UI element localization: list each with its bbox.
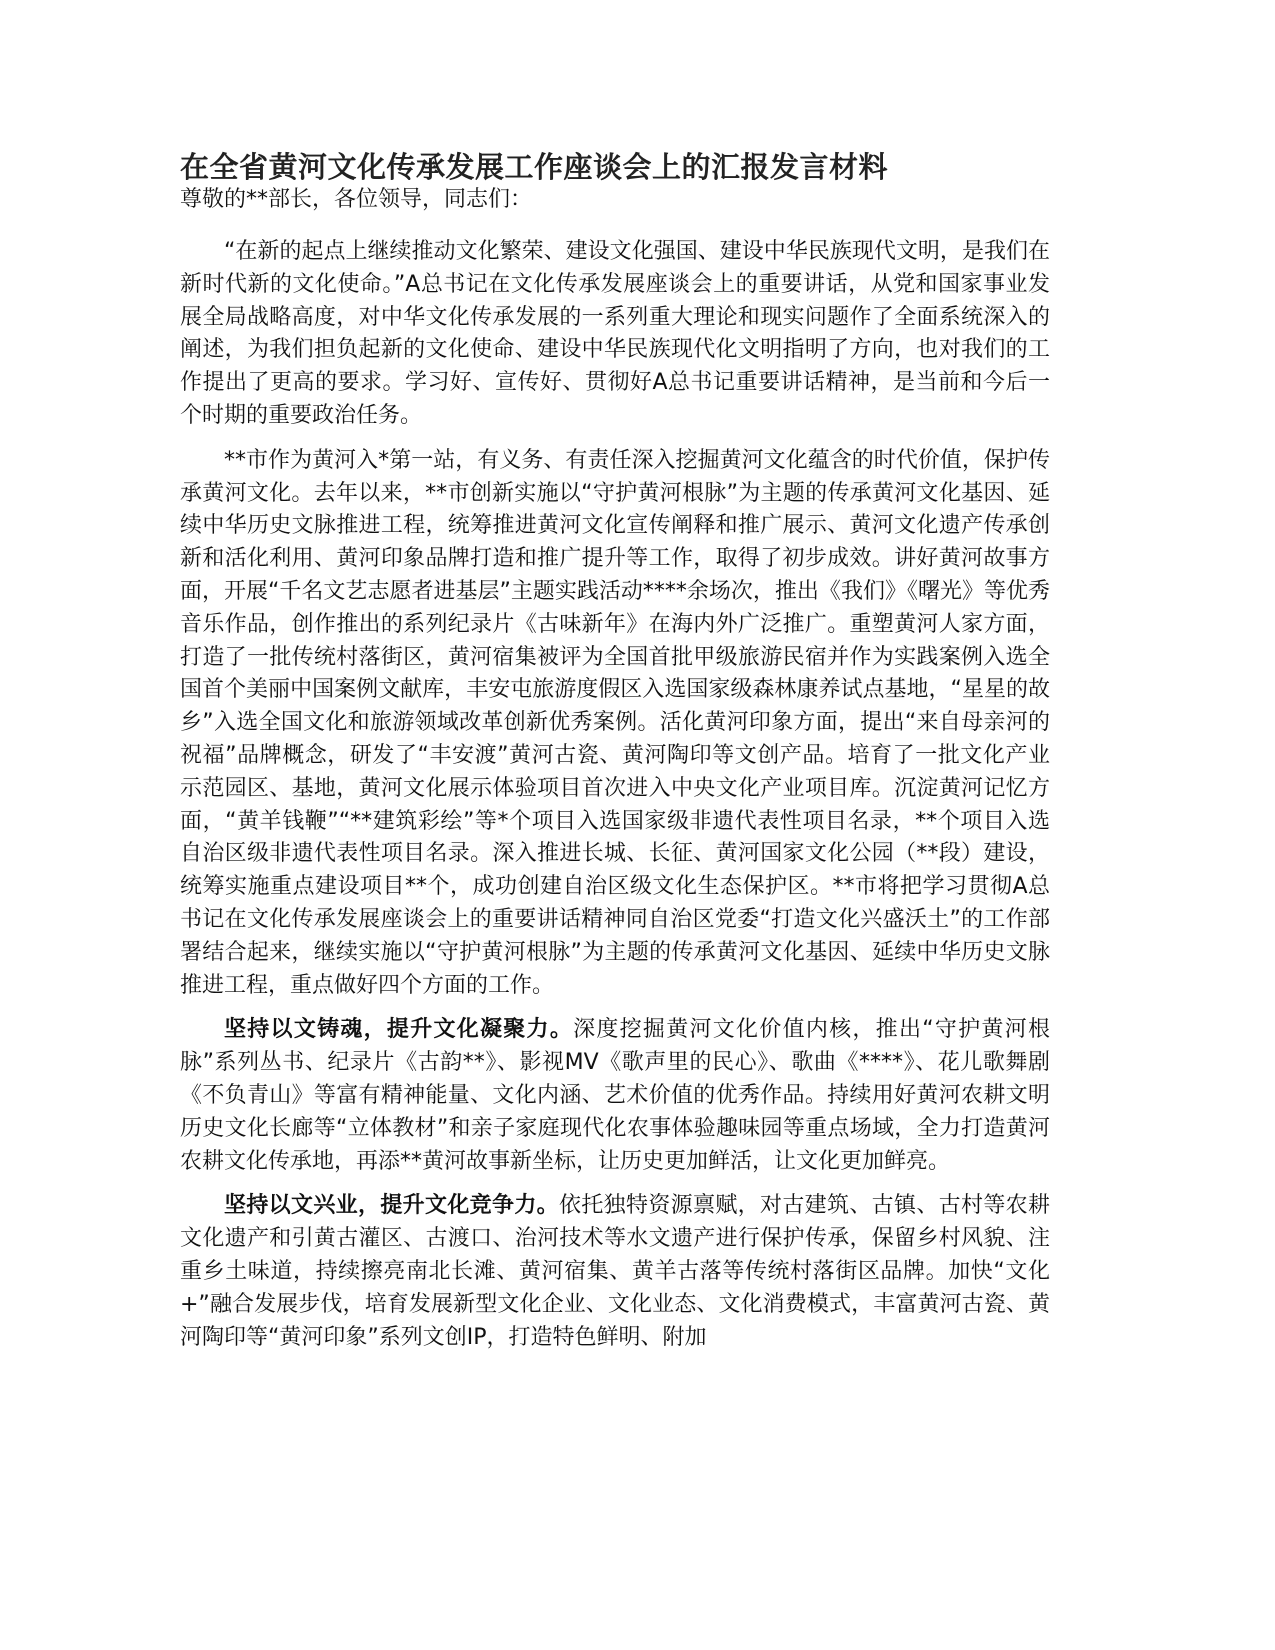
paragraph-lead: 坚持以文铸魂，提升文化凝聚力。 xyxy=(224,1017,574,1043)
paragraph-3 xyxy=(180,1014,1050,1178)
paragraph-text: 深度挖掘黄河文化价值内核，推出“守护黄河根脉”系列丛书、纪录片《古韵**》、影视MV《歌声里的民心》、歌曲《****》、花儿歌舞剧《不负青山》等富有精神能量、文化内涵、艺术价值的优秀作品。持续用好黄河农耕文明历史文化长廊等“立体教材”和亲子家庭现代化农事体验趣味园等重点场域，全力打造黄河农耕文化传承地，再添**黄河故事新坐标，让历史更加鲜活，让文化更加鲜亮。 xyxy=(180,1017,1050,1174)
paragraph-text: 依托独特资源禀赋，对古建筑、古镇、古村等农耕文化遗产和引黄古灌区、古渡口、治河技术等水文遗产进行保护传承，保留乡村风貌、注重乡土味道，持续擦亮南北长滩、黄河宿集、黄羊古落等传统村落街区品牌。加快“文化+”融合发展步伐，培育发展新型文化企业、文化业态、文化消费模式，丰富黄河古瓷、黄河陶印等“黄河印象”系列文创IP，打造特色鲜明、附加 xyxy=(180,1193,1050,1350)
paragraph-1 xyxy=(180,236,1050,433)
paragraph-lead: 坚持以文兴业，提升文化竞争力。 xyxy=(224,1193,559,1219)
document-title: 在全省黄河文化传承发展工作座谈会上的汇报发言材料 xyxy=(180,150,889,184)
document-page xyxy=(180,150,1050,1366)
paragraph-text: “在新的起点上继续推动文化繁荣、建设文化强国、建设中华民族现代文明，是我们在新时代新的文化使命。”A总书记在文化传承发展座谈会上的重要讲话，从党和国家事业发展全局战略高度，对中华文化传承发展的一系列重大理论和现实问题作了全面系统深入的阐述，为我们担负起新的文化使命、建设中华民族现代化文明指明了方向，也对我们的工作提出了更高的要求。学习好、宣传好、贯彻好A总书记重要讲话精神，是当前和今后一个时期的重要政治任务。 xyxy=(180,239,1050,428)
salutation: 尊敬的**部长，各位领导，同志们： xyxy=(180,187,533,212)
paragraph-4 xyxy=(180,1190,1050,1354)
paragraph-2 xyxy=(180,445,1050,1003)
paragraph-text: **市作为黄河入*第一站，有义务、有责任深入挖掘黄河文化蕴含的时代价值，保护传承黄河文化。去年以来，**市创新实施以“守护黄河根脉”为主题的传承黄河文化基因、延续中华历史文脉推进工程，统筹推进黄河文化宣传阐释和推广展示、黄河文化遗产传承创新和活化利用、黄河印象品牌打造和推广提升等工作，取得了初步成效。讲好黄河故事方面，开展“千名文艺志愿者进基层”主题实践活动****余场次，推出《我们》《曙光》等优秀音乐作品，创作推出的系列纪录片《古味新年》在海内外广泛推广。重塑黄河人家方面，打造了一批传统村落街区，黄河宿集被评为全国首批甲级旅游民宿并作为实践案例入选全国首个美丽中国案例文献库，丰安屯旅游度假区入选国家级森林康养试点基地，“星星的故乡”入选全国文化和旅游领域改革创新优秀案例。活化黄河印象方面，提出“来自母亲河的祝福”品牌概念，研发了“丰安渡”黄河古瓷、黄河陶印等文创产品。培育了一批文化产业示范园区、基地，黄河文化展示体验项目首次进入中央文化产业项目库。沉淀黄河记忆方面，“黄羊钱鞭”“**建筑彩绘”等*个项目入选国家级非遗代表性项目名录，**个项目入选自治区级非遗代表性项目名录。深入推进长城、长征、黄河国家文化公园（**段）建设，统筹实施重点建设项目**个，成功创建自治区级文化生态保护区。**市将把学习贯彻A总书记在文化传承发展座谈会上的重要讲话精神同自治区党委“打造文化兴盛沃土”的工作部署结合起来，继续实施以“守护黄河根脉”为主题的传承黄河文化基因、延续中华历史文脉推进工程，重点做好四个方面的工作。 xyxy=(180,447,1050,998)
